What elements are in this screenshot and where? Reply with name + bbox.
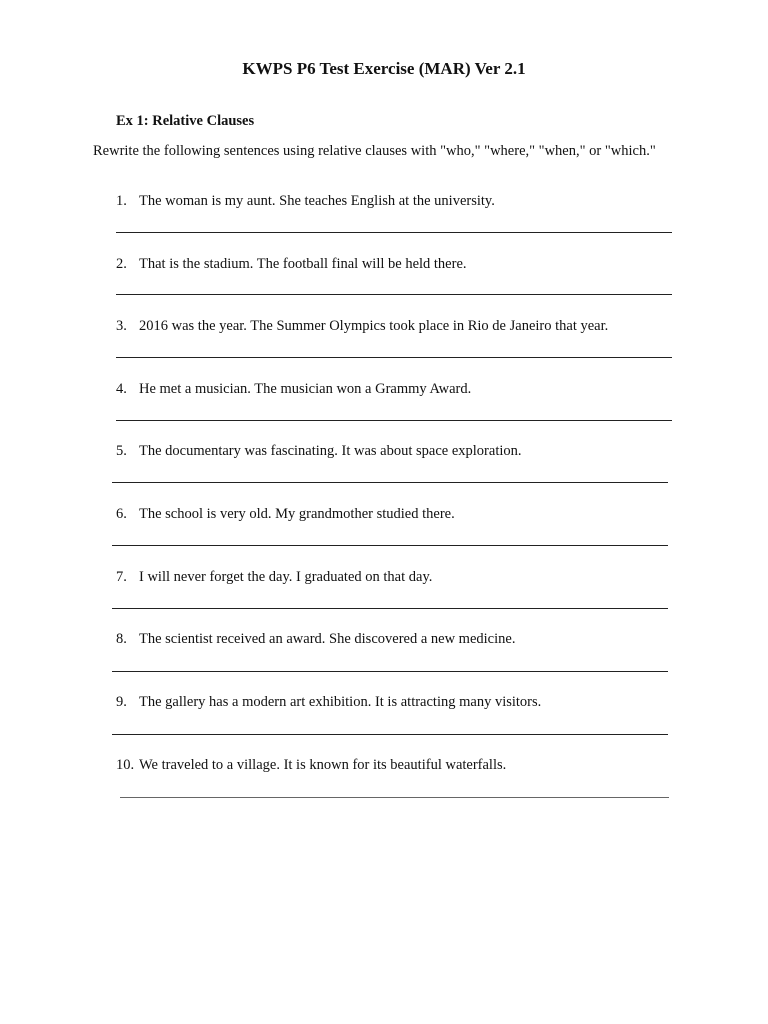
question-number: 1. — [116, 193, 127, 209]
question-number: 3. — [116, 318, 127, 334]
answer-line-10[interactable] — [120, 797, 669, 798]
question-4 — [116, 380, 471, 398]
question-text: The gallery has a modern art exhibition. It is attracting many visitors. — [139, 694, 542, 710]
question-text: The documentary was fascinating. It was about space exploration. — [139, 443, 522, 459]
answer-line-6[interactable] — [112, 545, 668, 546]
question-6 — [116, 505, 455, 523]
answer-line-4[interactable] — [116, 420, 672, 421]
question-number: 4. — [116, 381, 127, 397]
question-5 — [116, 442, 522, 460]
question-text: The school is very old. My grandmother studied there. — [139, 506, 455, 522]
answer-line-8[interactable] — [112, 671, 668, 672]
question-text: The woman is my aunt. She teaches English at the university. — [139, 193, 495, 209]
question-text: The scientist received an award. She discovered a new medicine. — [139, 631, 516, 647]
question-text: 2016 was the year. The Summer Olympics took place in Rio de Janeiro that year. — [139, 318, 609, 334]
question-number: 6. — [116, 506, 127, 522]
question-3 — [116, 317, 608, 335]
question-text: That is the stadium. The football final will be held there. — [139, 256, 467, 272]
question-text: He met a musician. The musician won a Grammy Award. — [139, 381, 472, 397]
question-number: 8. — [116, 631, 127, 647]
question-number: 2. — [116, 256, 127, 272]
answer-line-9[interactable] — [112, 734, 668, 735]
question-number: 7. — [116, 569, 127, 585]
answer-line-3[interactable] — [116, 357, 672, 358]
question-9 — [116, 693, 541, 711]
question-number: 10. — [116, 757, 135, 773]
question-1 — [116, 192, 495, 210]
question-2 — [116, 255, 467, 273]
question-10 — [116, 756, 506, 774]
question-8 — [116, 630, 515, 648]
section-heading: Ex 1: Relative Clauses — [116, 113, 255, 129]
answer-line-7[interactable] — [112, 608, 668, 609]
question-number: 9. — [116, 694, 127, 710]
answer-line-1[interactable] — [116, 232, 672, 233]
question-text: We traveled to a village. It is known for its beautiful waterfalls. — [139, 757, 507, 773]
instructions-text: Rewrite the following sentences using relative clauses with "who," "where," "when," or "which." — [93, 143, 656, 159]
answer-line-5[interactable] — [112, 482, 668, 483]
page-title: KWPS P6 Test Exercise (MAR) Ver 2.1 — [242, 59, 526, 78]
question-number: 5. — [116, 443, 127, 459]
question-7 — [116, 568, 432, 586]
question-text: I will never forget the day. I graduated on that day. — [139, 569, 433, 585]
answer-line-2[interactable] — [116, 294, 672, 295]
